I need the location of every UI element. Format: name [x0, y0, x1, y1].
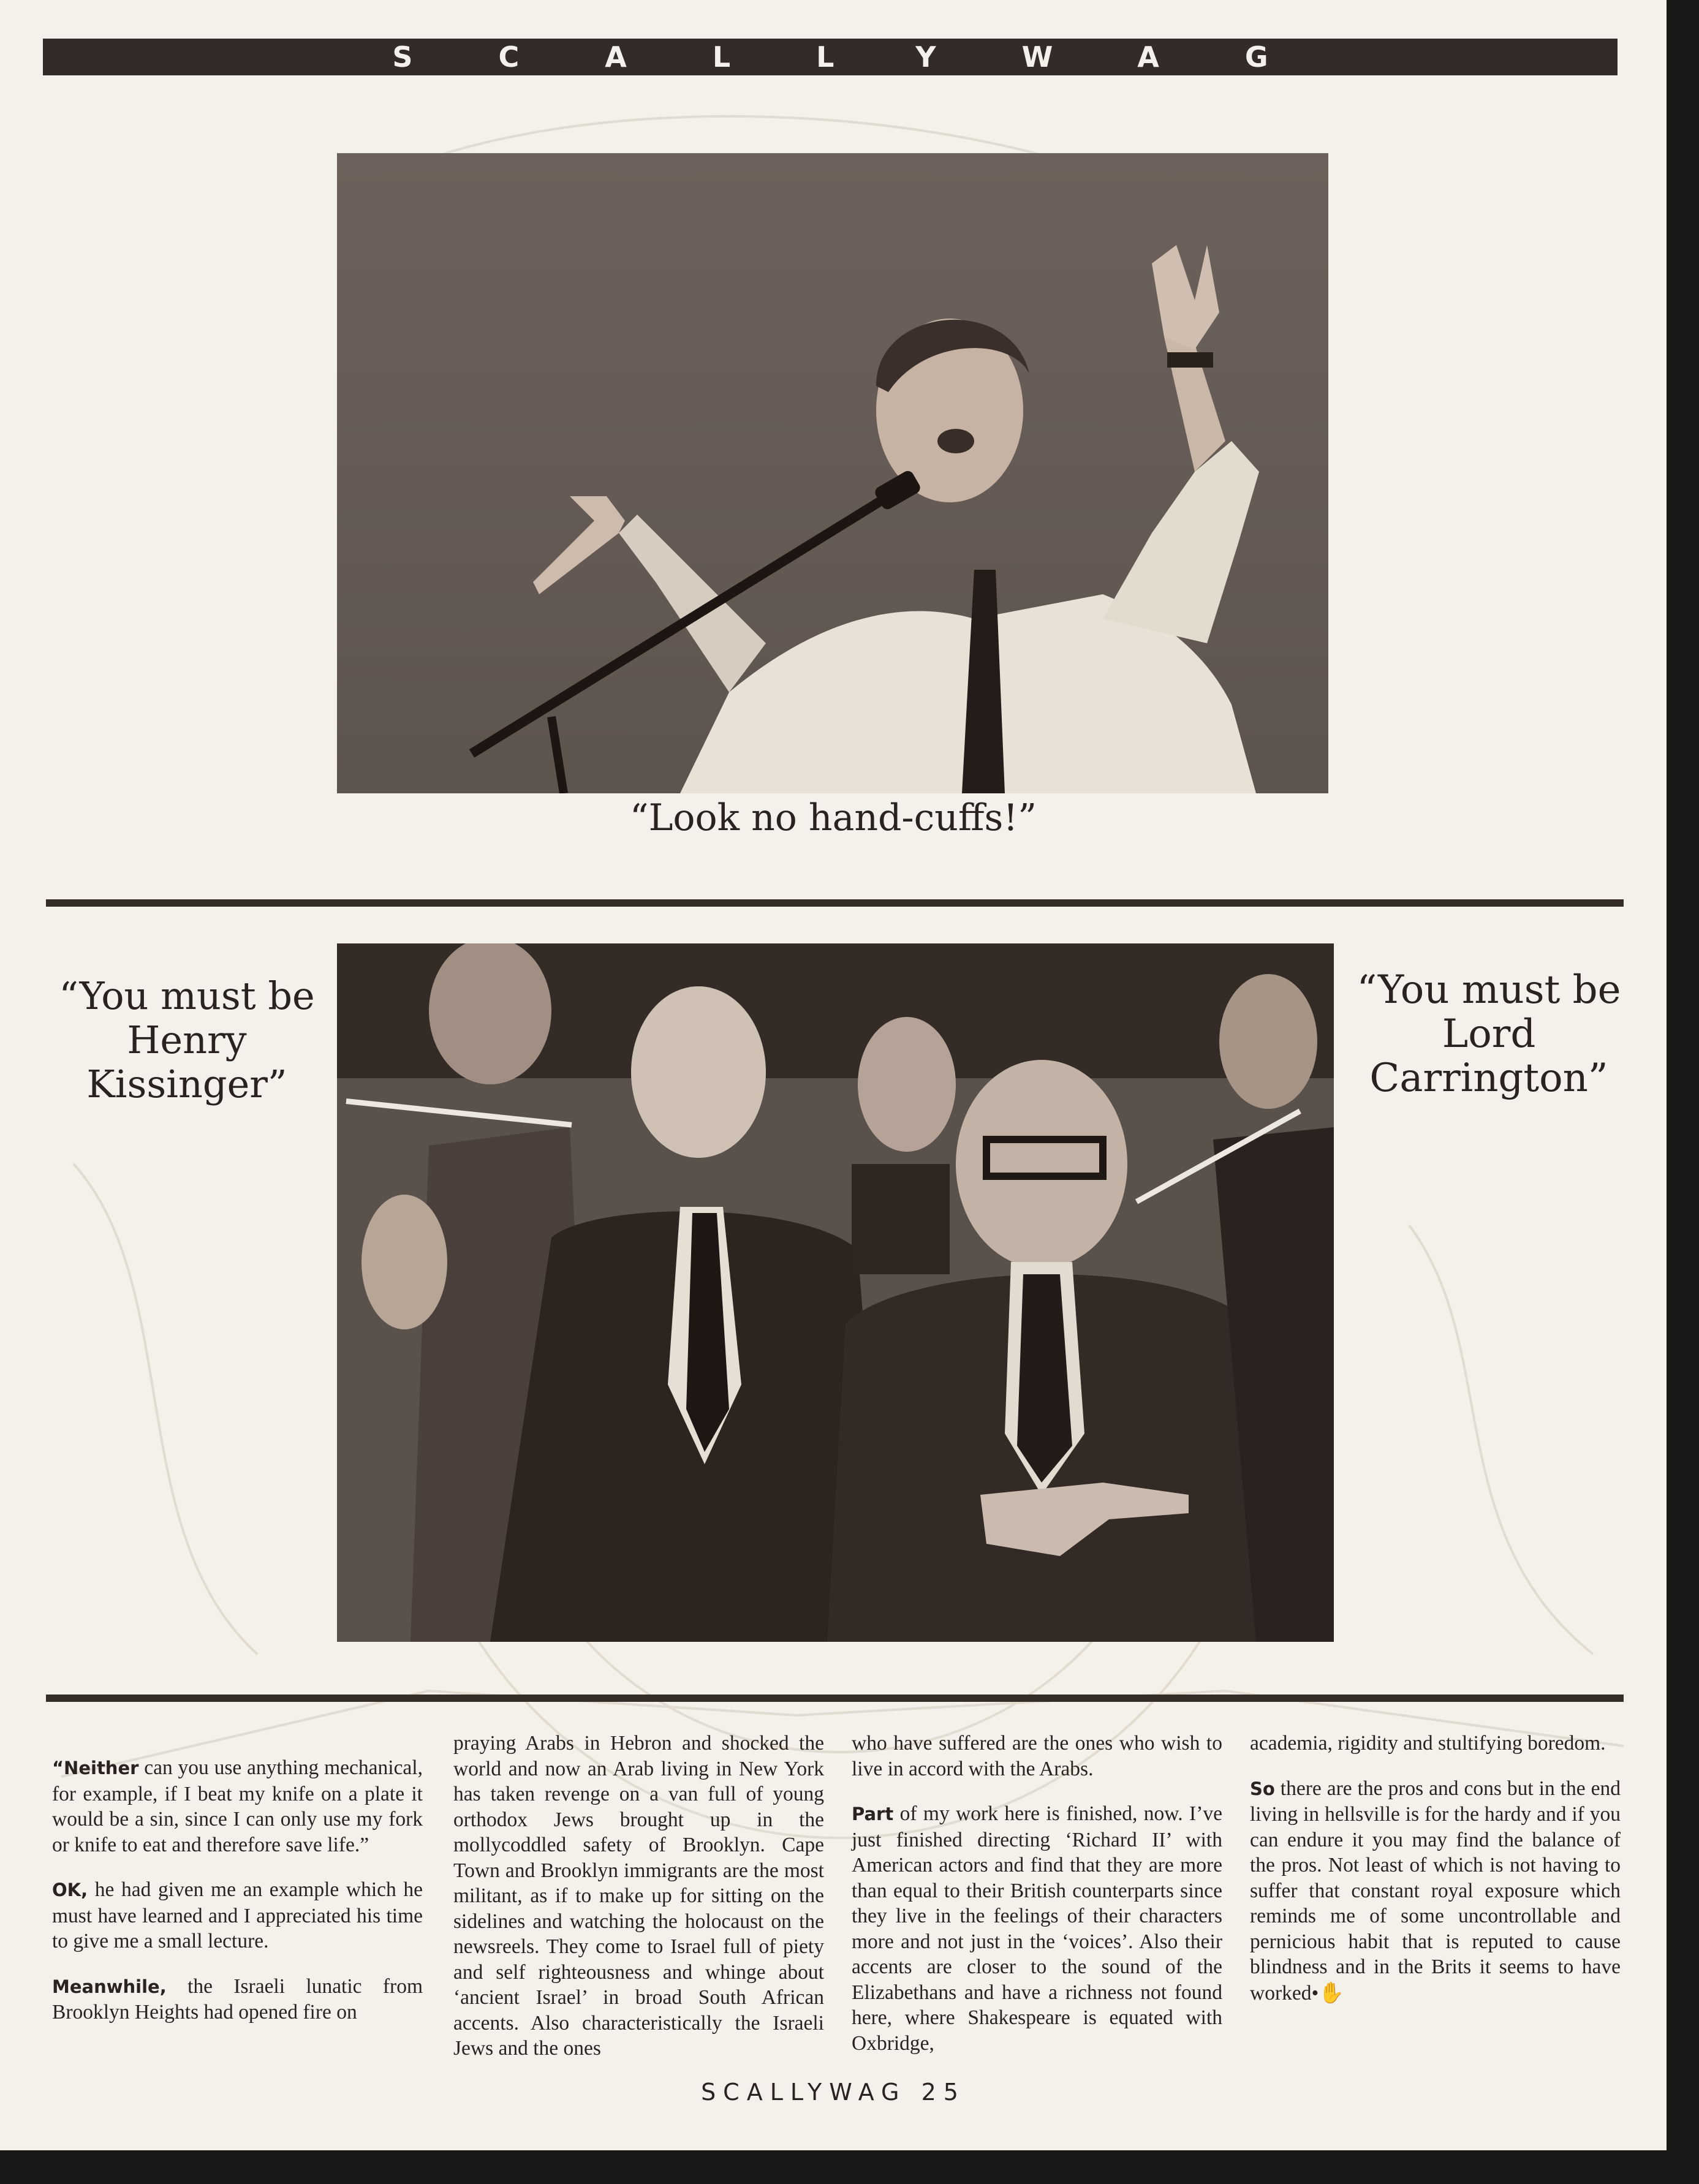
masthead-title: SCALLYWAG [392, 40, 1354, 74]
paragraph-text: there are the pros and cons but in the end living in hellsville is for the hardy and if you can endure it you may find the balance of the pros. Not least of which is not having to suffer that constant royal exposure which reminds me of some uncontrollable and pernicious habit that is reputed to cause blindness and in the Brits it seems to have worked• [1250, 1777, 1621, 2005]
paragraph-text: can you use anything mechanical, for example, if I beat my knife on a plate it would be a sin, since I can only use my fork or knife to eat and therefore save life.” [52, 1756, 423, 1856]
page-folio: SCALLYWAG 25 [701, 2079, 966, 2106]
end-mark-hand-icon: ✋ [1319, 1980, 1344, 2005]
divider-rule-top [46, 899, 1624, 907]
paragraph [52, 1974, 423, 2025]
left-quote-line-2: Henry [127, 1018, 247, 1062]
paragraph [1250, 1731, 1621, 1756]
paragraph-text: praying Arabs in Hebron and shocked the world and now an Arab living in New York has taken revenge on a van full of young orthodox Jews brought up in the mollycoddled safety of Brooklyn. Cape Town and Brooklyn immigrants are the most militant, as if to make up for sitting on the sidelines and watching the holocaust on the newsreels. They come to Israel full of piety and self righteousness and whinge about ‘ancient Israel’ in broad South African accents. Also characteristically the Israeli Jews and the ones [453, 1732, 824, 2060]
paragraph [852, 1731, 1222, 1782]
paragraph-lead: Part [852, 1804, 894, 1824]
paragraph-text: he had given me an example which he must have learned and I appreciated his time to give me a small lecture. [52, 1878, 423, 1952]
article-column-2 [453, 1731, 824, 2081]
article-column-3 [852, 1731, 1222, 2076]
right-quote-line-2: Lord [1442, 1011, 1536, 1057]
left-quote-line-1: “You must be [59, 973, 315, 1018]
masthead-bar [43, 39, 1618, 75]
right-quote-line-3: Carrington” [1369, 1056, 1608, 1101]
paragraph-lead: OK, [52, 1880, 88, 1900]
left-quote-line-3: Kissinger” [86, 1062, 287, 1106]
paragraph-text: the Israeli lunatic from Brooklyn Heights had opened fire on [52, 1974, 423, 2023]
paragraph-text: academia, rigidity and stultifying boredom. [1250, 1732, 1606, 1755]
paragraph-lead: “Neither [52, 1758, 139, 1778]
paragraph [1250, 1776, 1621, 2006]
photo-speaker-at-microphone [337, 153, 1328, 793]
paragraph [453, 1731, 824, 2061]
photo-group-of-statesmen [337, 943, 1334, 1642]
paragraph [52, 1877, 423, 1954]
left-quote-caption [49, 974, 325, 1106]
right-quote-caption [1339, 968, 1639, 1100]
right-quote-line-1: “You must be [1357, 967, 1621, 1013]
paragraph-lead: So [1250, 1778, 1275, 1799]
photo1-caption: “Look no hand-cuffs!” [629, 796, 1037, 839]
article-column-4 [1250, 1731, 1621, 2025]
paragraph-text: of my work here is finished, now. I’ve just finished directing ‘Richard II’ with American actors and find that they are more than equal to their British counterparts since they live in the feelings of their characters more and not just in the ‘voices’. Also their accents are closer to the sound of the Elizabethans and have a richness not found here, where Shakespeare is equated with Oxbridge, [852, 1802, 1222, 2055]
article-column-1 [52, 1755, 423, 2045]
paragraph [52, 1755, 423, 1857]
paragraph-lead: Meanwhile, [52, 1976, 167, 1997]
paragraph-text: who have suffered are the ones who wish to live in accord with the Arabs. [852, 1732, 1222, 1780]
paragraph [852, 1801, 1222, 2056]
divider-rule-bottom [46, 1695, 1624, 1702]
